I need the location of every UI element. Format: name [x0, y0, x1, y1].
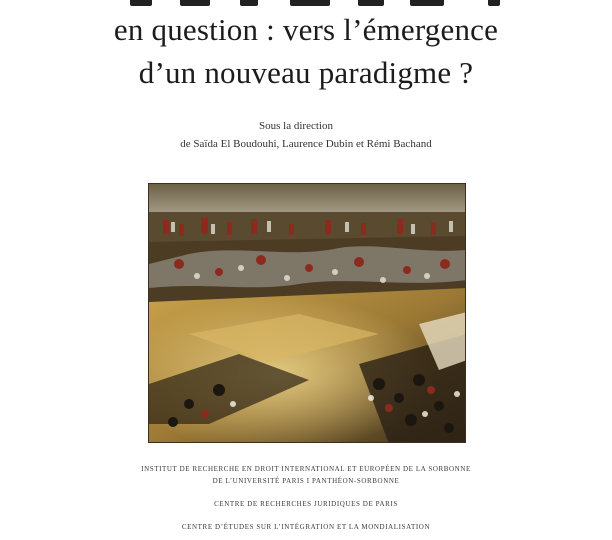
title-line-2: d’un nouveau paradigme ?: [138, 55, 474, 90]
cover-painting: [148, 183, 466, 443]
editors-names: de Saïda El Boudouhi, Laurence Dubin et Rémi Bachand: [180, 138, 432, 150]
cropped-title-remnant: [90, 0, 530, 6]
institution-line-2: DE L’UNIVERSITÉ PARIS I PANTHÉON-SORBONNE: [212, 477, 400, 485]
title-line-1: en question : vers l’émergence: [113, 12, 499, 47]
institution-line-1: INSTITUT DE RECHERCHE EN DROIT INTERNATIONAL ET EUROPÉEN DE LA SORBONNE: [141, 465, 471, 473]
institution-line-4: CENTRE D’ÉTUDES SUR L’INTÉGRATION ET LA MONDIALISATION: [181, 523, 431, 531]
painting-illustration: [149, 184, 466, 443]
editors-intro: Sous la direction: [259, 120, 333, 132]
institution-line-3: CENTRE DE RECHERCHES JURIDIQUES DE PARIS: [214, 500, 398, 508]
